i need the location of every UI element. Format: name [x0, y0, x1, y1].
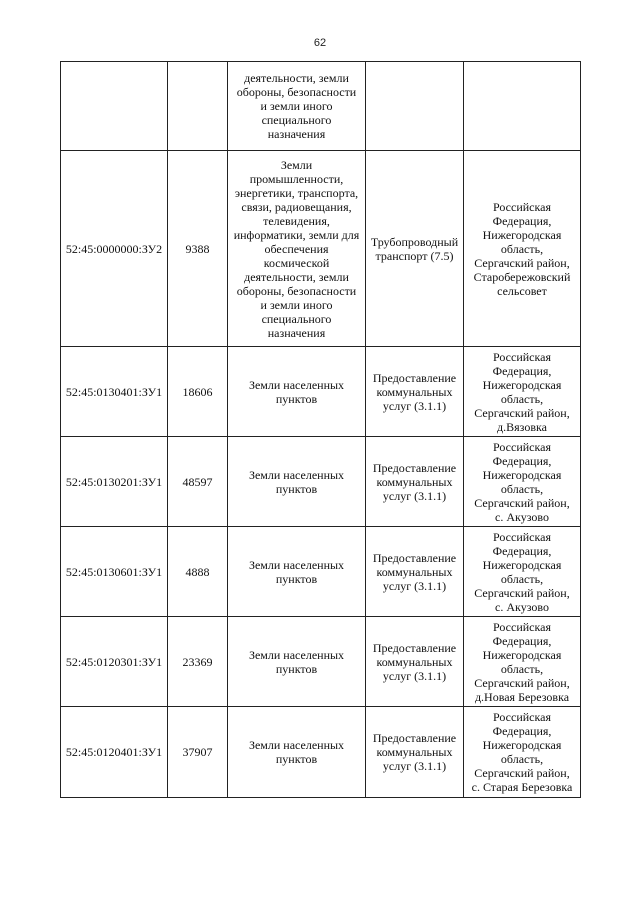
land-category-cell: Земли населенных пунктов: [228, 527, 366, 617]
land-category-cell: деятельности, земли обороны, безопасности и земли иного специального назначения: [228, 62, 366, 151]
permitted-use-cell: [366, 62, 464, 151]
land-category-cell: Земли населенных пунктов: [228, 707, 366, 798]
cadastral-number-cell: 52:45:0000000:ЗУ2: [61, 151, 168, 347]
table-row: [61, 347, 581, 437]
permitted-use-cell: Трубопроводный транспорт (7.5): [366, 151, 464, 347]
permitted-use-cell: Предоставление коммунальных услуг (3.1.1): [366, 707, 464, 798]
area-cell: [168, 62, 228, 151]
cadastral-number-cell: 52:45:0120401:ЗУ1: [61, 707, 168, 798]
area-cell: 9388: [168, 151, 228, 347]
cadastral-number-cell: 52:45:0120301:ЗУ1: [61, 617, 168, 707]
table-row: [61, 617, 581, 707]
table-row: [61, 527, 581, 617]
cadastral-number-cell: 52:45:0130201:ЗУ1: [61, 437, 168, 527]
table-row: [61, 62, 581, 151]
location-cell: Российская Федерация, Нижегородская область, Сергачский район, д.Вязовка: [464, 347, 581, 437]
location-cell: Российская Федерация, Нижегородская область, Сергачский район, Старобережовский сельсовет: [464, 151, 581, 347]
table-row: [61, 151, 581, 347]
table-row: [61, 437, 581, 527]
area-cell: 23369: [168, 617, 228, 707]
cadastral-number-cell: 52:45:0130601:ЗУ1: [61, 527, 168, 617]
permitted-use-cell: Предоставление коммунальных услуг (3.1.1): [366, 437, 464, 527]
cadastral-number-cell: 52:45:0130401:ЗУ1: [61, 347, 168, 437]
permitted-use-cell: Предоставление коммунальных услуг (3.1.1): [366, 347, 464, 437]
cadastral-number-cell: [61, 62, 168, 151]
location-cell: Российская Федерация, Нижегородская область, Сергачский район, с. Акузово: [464, 527, 581, 617]
area-cell: 37907: [168, 707, 228, 798]
location-cell: Российская Федерация, Нижегородская область, Сергачский район, д.Новая Березовка: [464, 617, 581, 707]
area-cell: 48597: [168, 437, 228, 527]
page-number: 62: [313, 37, 327, 49]
table-row: [61, 707, 581, 798]
land-plots-table: [60, 61, 581, 798]
area-cell: 18606: [168, 347, 228, 437]
permitted-use-cell: Предоставление коммунальных услуг (3.1.1): [366, 617, 464, 707]
location-cell: Российская Федерация, Нижегородская область, Сергачский район, с. Старая Березовка: [464, 707, 581, 798]
land-category-cell: Земли населенных пунктов: [228, 617, 366, 707]
location-cell: Российская Федерация, Нижегородская область, Сергачский район, с. Акузово: [464, 437, 581, 527]
location-cell: [464, 62, 581, 151]
land-category-cell: Земли населенных пунктов: [228, 347, 366, 437]
land-category-cell: Земли населенных пунктов: [228, 437, 366, 527]
permitted-use-cell: Предоставление коммунальных услуг (3.1.1): [366, 527, 464, 617]
land-category-cell: Земли промышленности, энергетики, транспорта, связи, радиовещания, телевидения, информатики, земли для обеспечения космической деятельности, земли обороны, безопасности и земли иного специального назначения: [228, 151, 366, 347]
area-cell: 4888: [168, 527, 228, 617]
